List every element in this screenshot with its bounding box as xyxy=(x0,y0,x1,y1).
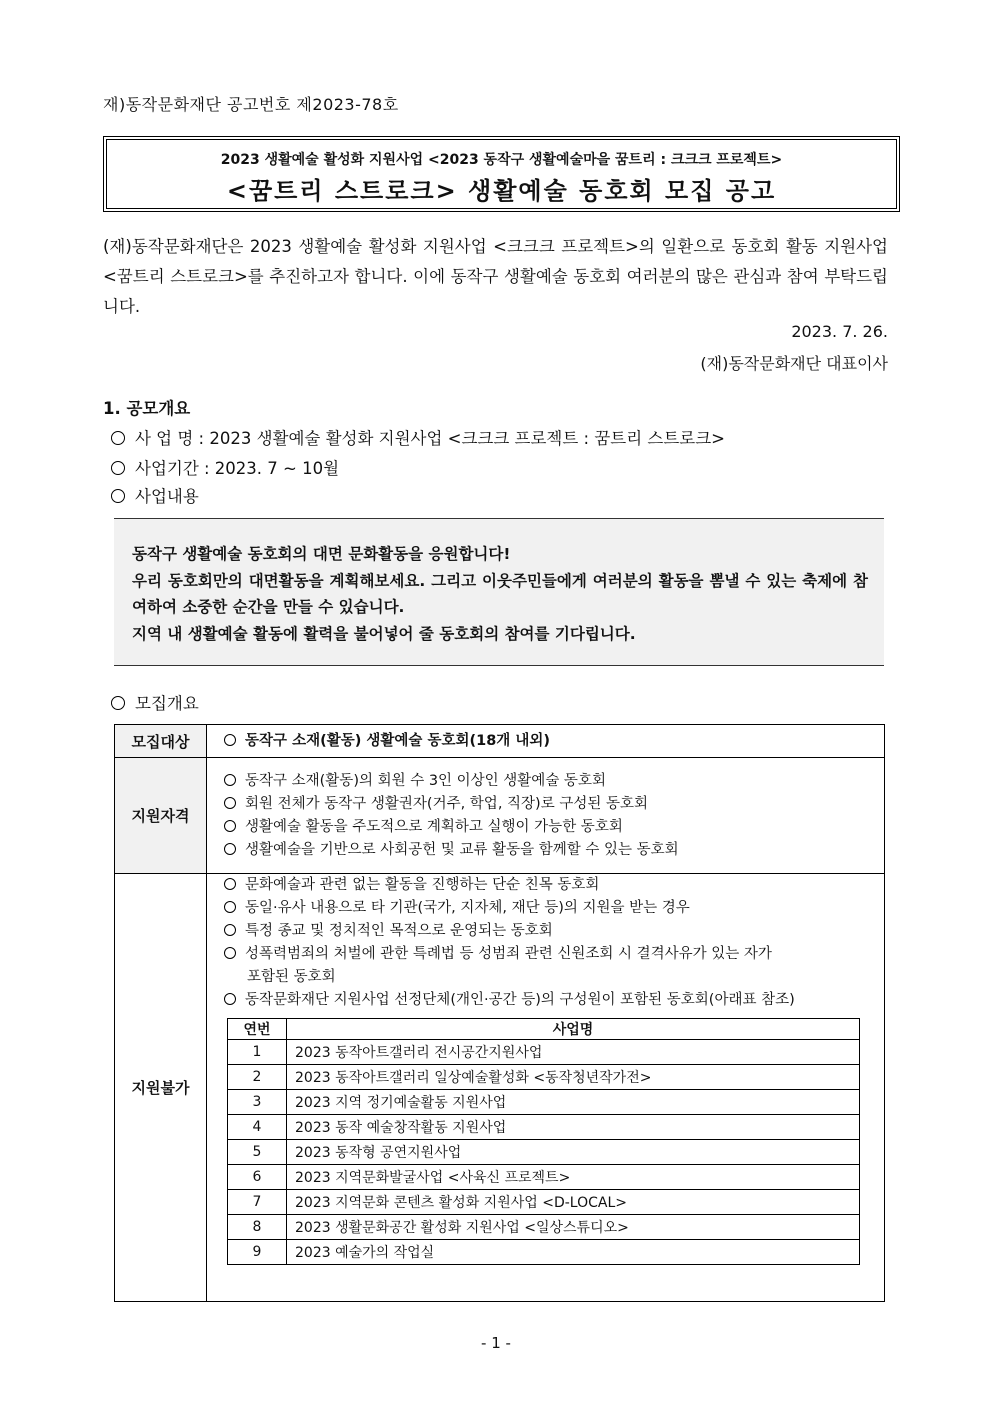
ineligible-text: 동일·유사 내용으로 타 기관(국가, 지자체, 재단 등)의 지원을 받는 경우 xyxy=(245,900,690,916)
project-period-text: 사업기간 : 2023. 7 ~ 10월 xyxy=(135,459,340,478)
circle-bullet-icon xyxy=(111,489,125,503)
announcement-date: 2023. 7. 26. xyxy=(791,322,888,341)
ineligible-item xyxy=(207,874,884,897)
page-number: - 1 - xyxy=(481,1334,511,1352)
qualification-item xyxy=(207,770,884,793)
project-name-text: 사 업 명 : 2023 생활예술 활성화 지원사업 <크크크 프로젝트 : 꿈트리 스트로크> xyxy=(135,429,725,448)
row-name: 2023 예술가의 작업실 xyxy=(287,1240,860,1265)
circle-bullet-icon xyxy=(111,431,125,445)
target-label: 모집대상 xyxy=(115,725,207,758)
ineligible-item xyxy=(207,943,884,966)
qualification-cell xyxy=(207,758,885,874)
content-box xyxy=(114,518,884,666)
row-num: 9 xyxy=(228,1240,287,1265)
row-num: 2 xyxy=(228,1065,287,1090)
table-row xyxy=(228,1065,860,1090)
ineligible-item xyxy=(207,920,884,943)
title-box xyxy=(103,136,900,212)
recruit-overview-line xyxy=(111,690,199,714)
row-name: 2023 지역 정기예술활동 지원사업 xyxy=(287,1090,860,1115)
qualification-text: 회원 전체가 동작구 생활권자(거주, 학업, 직장)로 구성된 동호회 xyxy=(245,795,648,812)
table-row xyxy=(228,1215,860,1240)
row-num: 8 xyxy=(228,1215,287,1240)
row-name: 2023 동작형 공연지원사업 xyxy=(287,1140,860,1165)
table-row xyxy=(228,1165,860,1190)
program-table-header xyxy=(228,1019,860,1040)
notice-number: 재)동작문화재단 공고번호 제2023-78호 xyxy=(103,95,399,114)
content-line: 지역 내 생활예술 활동에 활력을 불어넣어 줄 동호회의 참여를 기다립니다. xyxy=(132,624,636,643)
ineligible-text: 문화예술과 관련 없는 활동을 진행하는 단순 친목 동호회 xyxy=(245,877,600,893)
issuer: (재)동작문화재단 대표이사 xyxy=(700,354,888,373)
ineligible-text: 성폭력범죄의 처벌에 관한 특례법 등 성범죄 관련 신원조회 시 결격사유가 있는 자가 xyxy=(245,946,772,962)
ineligible-cell xyxy=(207,874,885,1302)
ineligible-row xyxy=(115,874,885,1302)
project-period-line xyxy=(111,455,339,479)
table-row xyxy=(228,1040,860,1065)
row-name: 2023 지역문화발굴사업 <사육신 프로젝트> xyxy=(287,1165,860,1190)
table-row xyxy=(228,1140,860,1165)
target-cell xyxy=(207,725,885,758)
title-subtitle: 2023 생활예술 활성화 지원사업 <2023 동작구 생활예술마을 꿈트리 : 크크크 프로젝트> xyxy=(220,152,783,168)
circle-bullet-icon xyxy=(224,774,236,786)
row-name: 2023 동작아트갤러리 전시공간지원사업 xyxy=(287,1040,860,1065)
circle-bullet-icon xyxy=(224,924,236,936)
row-num: 1 xyxy=(228,1040,287,1065)
project-name-line xyxy=(111,425,725,449)
circle-bullet-icon xyxy=(224,843,236,855)
row-num: 7 xyxy=(228,1190,287,1215)
circle-bullet-icon xyxy=(224,878,236,890)
column-header-num: 연번 xyxy=(228,1019,287,1040)
table-row xyxy=(228,1240,860,1265)
ineligible-text: 특정 종교 및 정치적인 목적으로 운영되는 동호회 xyxy=(245,923,553,939)
circle-bullet-icon xyxy=(224,947,236,959)
circle-bullet-icon xyxy=(111,461,125,475)
intro-paragraph: (재)동작문화재단은 2023 생활예술 활성화 지원사업 <크크크 프로젝트>의 일환으로 동호회 활동 지원사업 <꿈트리 스트로크>를 추진하고자 합니다. 이에 동작구 생활예술 동호회 여러분의 많은 관심과 참여 부탁드립니다. xyxy=(103,237,888,316)
content-line: 동작구 생활예술 동호회의 대면 문화활동을 응원합니다! xyxy=(132,545,511,563)
project-content-label: 사업내용 xyxy=(135,487,199,506)
qualification-item xyxy=(207,839,884,862)
circle-bullet-icon xyxy=(111,696,125,710)
target-value: 동작구 소재(활동) 생활예술 동호회(18개 내외) xyxy=(245,732,550,749)
ineligible-item xyxy=(207,897,884,920)
recruit-table xyxy=(114,724,885,1302)
row-num: 6 xyxy=(228,1165,287,1190)
row-num: 4 xyxy=(228,1115,287,1140)
row-num: 5 xyxy=(228,1140,287,1165)
table-row xyxy=(228,1115,860,1140)
title-main: <꿈트리 스트로크> 생활예술 동호회 모집 공고 xyxy=(226,177,777,205)
target-row xyxy=(115,725,885,758)
qualification-text: 동작구 소재(활동)의 회원 수 3인 이상인 생활예술 동호회 xyxy=(245,772,606,789)
circle-bullet-icon xyxy=(224,901,236,913)
row-name: 2023 생활문화공간 활성화 지원사업 <일상스튜디오> xyxy=(287,1215,860,1240)
circle-bullet-icon xyxy=(224,797,236,809)
qualification-item xyxy=(207,816,884,839)
qualification-item xyxy=(207,793,884,816)
content-lines xyxy=(132,541,868,647)
column-header-name: 사업명 xyxy=(287,1019,860,1040)
row-name: 2023 동작아트갤러리 일상예술활성화 <동작청년작가전> xyxy=(287,1065,860,1090)
circle-bullet-icon xyxy=(224,820,236,832)
circle-bullet-icon xyxy=(224,734,236,746)
ineligible-label: 지원불가 xyxy=(115,874,207,1302)
qualification-label: 지원자격 xyxy=(115,758,207,874)
table-row xyxy=(228,1190,860,1215)
circle-bullet-icon xyxy=(224,993,236,1005)
row-num: 3 xyxy=(228,1090,287,1115)
row-name: 2023 동작 예술창작활동 지원사업 xyxy=(287,1115,860,1140)
qualification-text: 생활예술을 기반으로 사회공헌 및 교류 활동을 함께할 수 있는 동호회 xyxy=(245,841,679,858)
ineligible-text: 동작문화재단 지원사업 선정단체(개인·공간 등)의 구성원이 포함된 동호회(아래표 참조) xyxy=(245,992,795,1008)
qualification-row xyxy=(115,758,885,874)
target-item xyxy=(207,730,884,753)
qualification-text: 생활예술 활동을 주도적으로 계획하고 실행이 가능한 동호회 xyxy=(245,818,623,835)
content-line: 우리 동호회만의 대면활동을 계획해보세요. 그리고 이웃주민들에게 여러분의 활동을 뽐낼 수 있는 축제에 참여하여 소중한 순간을 만들 수 있습니다. xyxy=(132,571,868,616)
ineligible-continuation: 포함된 동호회 xyxy=(247,969,336,985)
project-content-line xyxy=(111,483,199,507)
section-heading: 1. 공모개요 xyxy=(103,399,191,418)
row-name: 2023 지역문화 콘텐츠 활성화 지원사업 <D-LOCAL> xyxy=(287,1190,860,1215)
program-list-table xyxy=(227,1018,860,1265)
ineligible-item xyxy=(207,989,884,1012)
recruit-overview-label: 모집개요 xyxy=(135,694,199,713)
table-row xyxy=(228,1090,860,1115)
